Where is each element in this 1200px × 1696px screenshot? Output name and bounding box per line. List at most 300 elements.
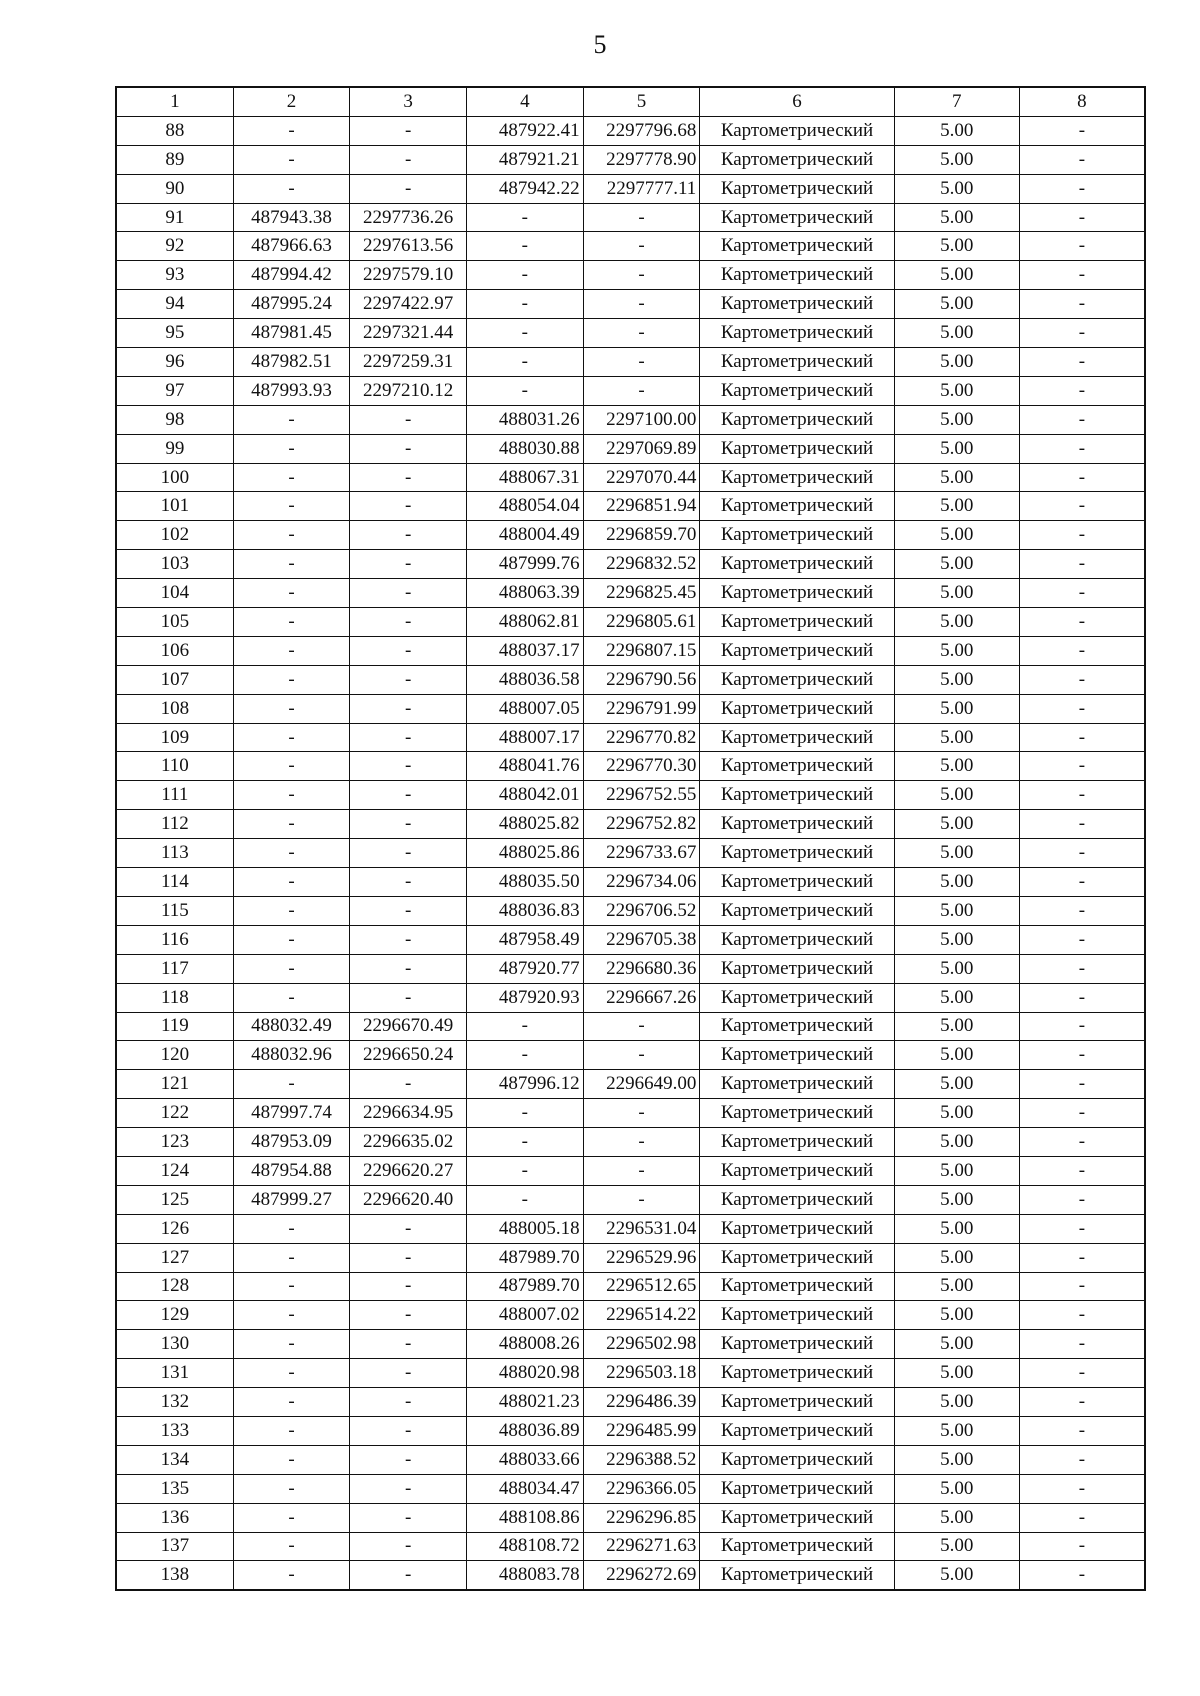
table-cell: - xyxy=(233,1416,350,1445)
table-cell: 2297259.31 xyxy=(350,348,467,377)
table-cell: 109 xyxy=(116,723,233,752)
table-cell: 488037.17 xyxy=(467,636,584,665)
column-header: 3 xyxy=(350,87,467,116)
table-cell: 488021.23 xyxy=(467,1388,584,1417)
table-cell: - xyxy=(350,1503,467,1532)
table-cell: - xyxy=(350,781,467,810)
table-row xyxy=(116,348,1145,377)
table-cell: 2296752.82 xyxy=(583,810,700,839)
table-cell: - xyxy=(1019,839,1145,868)
column-header: 7 xyxy=(894,87,1019,116)
table-cell: - xyxy=(233,579,350,608)
table-cell: 488062.81 xyxy=(467,608,584,637)
table-cell: 115 xyxy=(116,896,233,925)
table-cell: - xyxy=(233,1474,350,1503)
column-header: 2 xyxy=(233,87,350,116)
table-cell: 123 xyxy=(116,1128,233,1157)
table-cell: - xyxy=(583,290,700,319)
table-cell: 5.00 xyxy=(894,1243,1019,1272)
table-row xyxy=(116,405,1145,434)
table-cell: 487996.12 xyxy=(467,1070,584,1099)
table-cell: 488035.50 xyxy=(467,868,584,897)
table-cell: Картометрический xyxy=(700,550,894,579)
table-cell: 100 xyxy=(116,463,233,492)
table-cell: Картометрический xyxy=(700,723,894,752)
table-body xyxy=(116,116,1145,1590)
table-cell: 5.00 xyxy=(894,723,1019,752)
table-cell: 107 xyxy=(116,665,233,694)
table-cell: 95 xyxy=(116,319,233,348)
table-cell: - xyxy=(1019,1156,1145,1185)
table-cell: 103 xyxy=(116,550,233,579)
table-cell: - xyxy=(1019,1214,1145,1243)
table-row xyxy=(116,1128,1145,1157)
table-row xyxy=(116,145,1145,174)
table-cell: 488108.86 xyxy=(467,1503,584,1532)
table-cell: - xyxy=(467,1099,584,1128)
table-cell: 5.00 xyxy=(894,694,1019,723)
table-cell: Картометрический xyxy=(700,1099,894,1128)
table-cell: 5.00 xyxy=(894,983,1019,1012)
table-cell: - xyxy=(350,1301,467,1330)
table-row xyxy=(116,665,1145,694)
table-cell: 5.00 xyxy=(894,405,1019,434)
table-cell: 5.00 xyxy=(894,1561,1019,1590)
table-cell: Картометрический xyxy=(700,752,894,781)
table-cell: 487997.74 xyxy=(233,1099,350,1128)
table-cell: 488036.89 xyxy=(467,1416,584,1445)
table-cell: Картометрический xyxy=(700,203,894,232)
table-row xyxy=(116,1474,1145,1503)
table-cell: - xyxy=(1019,319,1145,348)
column-header: 1 xyxy=(116,87,233,116)
table-cell: 113 xyxy=(116,839,233,868)
table-cell: 5.00 xyxy=(894,954,1019,983)
table-cell: Картометрический xyxy=(700,319,894,348)
table-cell: - xyxy=(233,1445,350,1474)
table-cell: - xyxy=(583,232,700,261)
table-cell: - xyxy=(233,550,350,579)
table-row xyxy=(116,781,1145,810)
table-cell: 487943.38 xyxy=(233,203,350,232)
table-cell: 114 xyxy=(116,868,233,897)
table-cell: - xyxy=(233,1214,350,1243)
table-cell: Картометрический xyxy=(700,1301,894,1330)
table-cell: - xyxy=(467,232,584,261)
table-cell: - xyxy=(350,868,467,897)
table-cell: 136 xyxy=(116,1503,233,1532)
table-cell: Картометрический xyxy=(700,1330,894,1359)
table-row xyxy=(116,1156,1145,1185)
table-cell: 5.00 xyxy=(894,1388,1019,1417)
table-cell: 119 xyxy=(116,1012,233,1041)
table-cell: Картометрический xyxy=(700,665,894,694)
table-row xyxy=(116,319,1145,348)
table-cell: 108 xyxy=(116,694,233,723)
table-cell: - xyxy=(233,694,350,723)
table-cell: - xyxy=(350,1272,467,1301)
table-cell: - xyxy=(467,290,584,319)
table-row xyxy=(116,1445,1145,1474)
table-cell: 104 xyxy=(116,579,233,608)
table-cell: Картометрический xyxy=(700,694,894,723)
table-cell: - xyxy=(1019,203,1145,232)
table-cell: 5.00 xyxy=(894,1128,1019,1157)
table-row xyxy=(116,1272,1145,1301)
table-cell: - xyxy=(467,1012,584,1041)
table-cell: 487958.49 xyxy=(467,925,584,954)
table-cell: 5.00 xyxy=(894,1301,1019,1330)
table-cell: 2296650.24 xyxy=(350,1041,467,1070)
table-cell: 2296502.98 xyxy=(583,1330,700,1359)
table-cell: - xyxy=(350,752,467,781)
table-row xyxy=(116,579,1145,608)
table-cell: - xyxy=(350,463,467,492)
table-cell: - xyxy=(350,896,467,925)
table-cell: 111 xyxy=(116,781,233,810)
table-cell: 2296485.99 xyxy=(583,1416,700,1445)
table-cell: Картометрический xyxy=(700,463,894,492)
table-cell: 5.00 xyxy=(894,1012,1019,1041)
table-cell: 5.00 xyxy=(894,376,1019,405)
table-cell: - xyxy=(350,174,467,203)
table-cell: 488007.02 xyxy=(467,1301,584,1330)
table-cell: 5.00 xyxy=(894,550,1019,579)
table-cell: - xyxy=(1019,1243,1145,1272)
table-cell: 2296770.82 xyxy=(583,723,700,752)
table-cell: 488030.88 xyxy=(467,434,584,463)
table-row xyxy=(116,1012,1145,1041)
table-cell: - xyxy=(350,1359,467,1388)
table-cell: 5.00 xyxy=(894,636,1019,665)
table-cell: - xyxy=(233,1243,350,1272)
table-cell: 2296851.94 xyxy=(583,492,700,521)
table-cell: 487982.51 xyxy=(233,348,350,377)
table-cell: 2296805.61 xyxy=(583,608,700,637)
table-cell: 488083.78 xyxy=(467,1561,584,1590)
table-cell: - xyxy=(350,116,467,145)
table-cell: - xyxy=(1019,1099,1145,1128)
table-cell: 135 xyxy=(116,1474,233,1503)
table-cell: - xyxy=(233,492,350,521)
table-cell: - xyxy=(233,1070,350,1099)
table-header-row xyxy=(116,87,1145,116)
table-row xyxy=(116,261,1145,290)
table-cell: 2297069.89 xyxy=(583,434,700,463)
column-header: 4 xyxy=(467,87,584,116)
table-cell: Картометрический xyxy=(700,1359,894,1388)
table-cell: 5.00 xyxy=(894,810,1019,839)
table-cell: 487942.22 xyxy=(467,174,584,203)
table-cell: 97 xyxy=(116,376,233,405)
table-cell: - xyxy=(350,636,467,665)
table-cell: 5.00 xyxy=(894,665,1019,694)
table-cell: 5.00 xyxy=(894,261,1019,290)
table-cell: - xyxy=(467,261,584,290)
table-cell: Картометрический xyxy=(700,810,894,839)
table-cell: - xyxy=(350,839,467,868)
table-row xyxy=(116,550,1145,579)
table-cell: 2296503.18 xyxy=(583,1359,700,1388)
table-cell: 5.00 xyxy=(894,868,1019,897)
table-cell: 2296271.63 xyxy=(583,1532,700,1561)
table-cell: - xyxy=(1019,1503,1145,1532)
table-cell: 2296272.69 xyxy=(583,1561,700,1590)
table-cell: 488007.17 xyxy=(467,723,584,752)
table-cell: 88 xyxy=(116,116,233,145)
table-cell: 126 xyxy=(116,1214,233,1243)
table-cell: 2296733.67 xyxy=(583,839,700,868)
table-cell: - xyxy=(350,145,467,174)
table-cell: Картометрический xyxy=(700,954,894,983)
table-cell: 5.00 xyxy=(894,492,1019,521)
table-cell: Картометрический xyxy=(700,1388,894,1417)
table-row xyxy=(116,636,1145,665)
table-cell: 2296634.95 xyxy=(350,1099,467,1128)
table-cell: - xyxy=(1019,752,1145,781)
table-cell: - xyxy=(583,1041,700,1070)
table-cell: - xyxy=(1019,434,1145,463)
table-cell: 5.00 xyxy=(894,145,1019,174)
table-cell: 98 xyxy=(116,405,233,434)
table-row xyxy=(116,521,1145,550)
table-cell: 488108.72 xyxy=(467,1532,584,1561)
table-row xyxy=(116,1070,1145,1099)
table-cell: - xyxy=(583,261,700,290)
table-cell: 5.00 xyxy=(894,1272,1019,1301)
table-cell: 110 xyxy=(116,752,233,781)
table-cell: - xyxy=(1019,261,1145,290)
table-cell: 488041.76 xyxy=(467,752,584,781)
table-cell: - xyxy=(467,1041,584,1070)
table-cell: 2296486.39 xyxy=(583,1388,700,1417)
table-cell: Картометрический xyxy=(700,1214,894,1243)
table-cell: - xyxy=(233,1359,350,1388)
table-cell: 488033.66 xyxy=(467,1445,584,1474)
table-cell: 488005.18 xyxy=(467,1214,584,1243)
table-cell: - xyxy=(583,1185,700,1214)
coordinates-table xyxy=(115,86,1146,1591)
table-cell: 2297778.90 xyxy=(583,145,700,174)
table-cell: 5.00 xyxy=(894,434,1019,463)
table-cell: - xyxy=(233,1301,350,1330)
table-cell: 121 xyxy=(116,1070,233,1099)
table-cell: Картометрический xyxy=(700,781,894,810)
table-cell: - xyxy=(233,925,350,954)
table-cell: Картометрический xyxy=(700,261,894,290)
table-cell: 5.00 xyxy=(894,896,1019,925)
table-row xyxy=(116,983,1145,1012)
table-cell: Картометрический xyxy=(700,521,894,550)
table-cell: - xyxy=(1019,954,1145,983)
table-cell: 487981.45 xyxy=(233,319,350,348)
table-cell: Картометрический xyxy=(700,925,894,954)
table-cell: 5.00 xyxy=(894,925,1019,954)
table-cell: Картометрический xyxy=(700,174,894,203)
table-row xyxy=(116,1041,1145,1070)
table-cell: 5.00 xyxy=(894,1532,1019,1561)
page-number: 5 xyxy=(593,30,607,59)
table-cell: 2296859.70 xyxy=(583,521,700,550)
table-cell: 93 xyxy=(116,261,233,290)
table-cell: - xyxy=(233,1532,350,1561)
table-row xyxy=(116,1301,1145,1330)
table-cell: - xyxy=(233,405,350,434)
table-cell: 132 xyxy=(116,1388,233,1417)
table-cell: Картометрический xyxy=(700,983,894,1012)
table-cell: - xyxy=(1019,1416,1145,1445)
table-cell: 2297777.11 xyxy=(583,174,700,203)
table-cell: - xyxy=(1019,116,1145,145)
table-row xyxy=(116,1503,1145,1532)
table-row xyxy=(116,174,1145,203)
column-header: 5 xyxy=(583,87,700,116)
table-cell: Картометрический xyxy=(700,1128,894,1157)
table-row xyxy=(116,1561,1145,1590)
table-cell: Картометрический xyxy=(700,1532,894,1561)
table-cell: Картометрический xyxy=(700,896,894,925)
table-cell: - xyxy=(350,434,467,463)
table-cell: Картометрический xyxy=(700,1041,894,1070)
table-cell: - xyxy=(233,521,350,550)
table-cell: - xyxy=(1019,463,1145,492)
table-cell: 96 xyxy=(116,348,233,377)
table-cell: Картометрический xyxy=(700,1416,894,1445)
table-cell: 488036.83 xyxy=(467,896,584,925)
table-cell: - xyxy=(1019,665,1145,694)
table-cell: 5.00 xyxy=(894,290,1019,319)
table-cell: 2297100.00 xyxy=(583,405,700,434)
table-cell: - xyxy=(233,1561,350,1590)
table-cell: 5.00 xyxy=(894,232,1019,261)
table-cell: 487989.70 xyxy=(467,1243,584,1272)
table-cell: - xyxy=(1019,579,1145,608)
table-cell: - xyxy=(1019,1128,1145,1157)
table-cell: 5.00 xyxy=(894,174,1019,203)
table-cell: 2296667.26 xyxy=(583,983,700,1012)
table-cell: 127 xyxy=(116,1243,233,1272)
table-cell: 5.00 xyxy=(894,1214,1019,1243)
table-cell: - xyxy=(350,925,467,954)
table-cell: - xyxy=(583,1156,700,1185)
table-cell: - xyxy=(467,1185,584,1214)
table-cell: - xyxy=(467,319,584,348)
table-cell: - xyxy=(583,1128,700,1157)
table-cell: 2296791.99 xyxy=(583,694,700,723)
table-cell: - xyxy=(583,203,700,232)
table-cell: - xyxy=(350,810,467,839)
table-cell: - xyxy=(1019,1532,1145,1561)
table-cell: 5.00 xyxy=(894,1503,1019,1532)
table-cell: Картометрический xyxy=(700,868,894,897)
table-row xyxy=(116,1330,1145,1359)
table-cell: 5.00 xyxy=(894,521,1019,550)
table-cell: Картометрический xyxy=(700,1156,894,1185)
table-cell: - xyxy=(1019,348,1145,377)
table-cell: 2296825.45 xyxy=(583,579,700,608)
table-cell: 487999.76 xyxy=(467,550,584,579)
table-row xyxy=(116,1243,1145,1272)
table-cell: 487954.88 xyxy=(233,1156,350,1185)
table-cell: 488004.49 xyxy=(467,521,584,550)
table-cell: 5.00 xyxy=(894,1185,1019,1214)
table-cell: 125 xyxy=(116,1185,233,1214)
table-cell: 90 xyxy=(116,174,233,203)
table-cell: - xyxy=(1019,174,1145,203)
table-cell: 5.00 xyxy=(894,1416,1019,1445)
table-cell: - xyxy=(467,348,584,377)
table-cell: - xyxy=(350,1214,467,1243)
table-cell: 5.00 xyxy=(894,1359,1019,1388)
table-row xyxy=(116,752,1145,781)
table-cell: 131 xyxy=(116,1359,233,1388)
table-cell: - xyxy=(233,174,350,203)
table-cell: - xyxy=(1019,1012,1145,1041)
table-cell: 91 xyxy=(116,203,233,232)
table-cell: 5.00 xyxy=(894,839,1019,868)
table-cell: - xyxy=(233,752,350,781)
table-cell: 487994.42 xyxy=(233,261,350,290)
table-cell: 124 xyxy=(116,1156,233,1185)
table-cell: 102 xyxy=(116,521,233,550)
table-cell: - xyxy=(1019,868,1145,897)
table-cell: - xyxy=(350,1474,467,1503)
table-row xyxy=(116,1099,1145,1128)
table-row xyxy=(116,290,1145,319)
table-cell: 2297321.44 xyxy=(350,319,467,348)
table-cell: - xyxy=(233,463,350,492)
table-cell: Картометрический xyxy=(700,116,894,145)
table-cell: Картометрический xyxy=(700,290,894,319)
table-row xyxy=(116,868,1145,897)
table-cell: 117 xyxy=(116,954,233,983)
table-cell: 488032.49 xyxy=(233,1012,350,1041)
table-cell: 488020.98 xyxy=(467,1359,584,1388)
table-cell: - xyxy=(233,1272,350,1301)
table-cell: 106 xyxy=(116,636,233,665)
table-cell: 2296734.06 xyxy=(583,868,700,897)
table-cell: - xyxy=(1019,1474,1145,1503)
table-cell: 2296790.56 xyxy=(583,665,700,694)
table-cell: Картометрический xyxy=(700,434,894,463)
table-cell: - xyxy=(1019,636,1145,665)
table-row xyxy=(116,232,1145,261)
table-cell: - xyxy=(233,636,350,665)
table-cell: 133 xyxy=(116,1416,233,1445)
table-cell: - xyxy=(467,1156,584,1185)
table-cell: 129 xyxy=(116,1301,233,1330)
table-cell: 488042.01 xyxy=(467,781,584,810)
table-cell: - xyxy=(350,983,467,1012)
table-cell: 487921.21 xyxy=(467,145,584,174)
table-cell: 487953.09 xyxy=(233,1128,350,1157)
table-row xyxy=(116,608,1145,637)
table-cell: 5.00 xyxy=(894,116,1019,145)
table-cell: 128 xyxy=(116,1272,233,1301)
table-cell: 5.00 xyxy=(894,1041,1019,1070)
table-cell: - xyxy=(350,550,467,579)
table-row xyxy=(116,723,1145,752)
table-cell: Картометрический xyxy=(700,608,894,637)
table-cell: - xyxy=(1019,145,1145,174)
table-cell: - xyxy=(350,954,467,983)
table-cell: Картометрический xyxy=(700,579,894,608)
table-cell: - xyxy=(233,810,350,839)
table-cell: 488054.04 xyxy=(467,492,584,521)
table-cell: 5.00 xyxy=(894,1099,1019,1128)
table-row xyxy=(116,203,1145,232)
table-cell: - xyxy=(350,665,467,694)
